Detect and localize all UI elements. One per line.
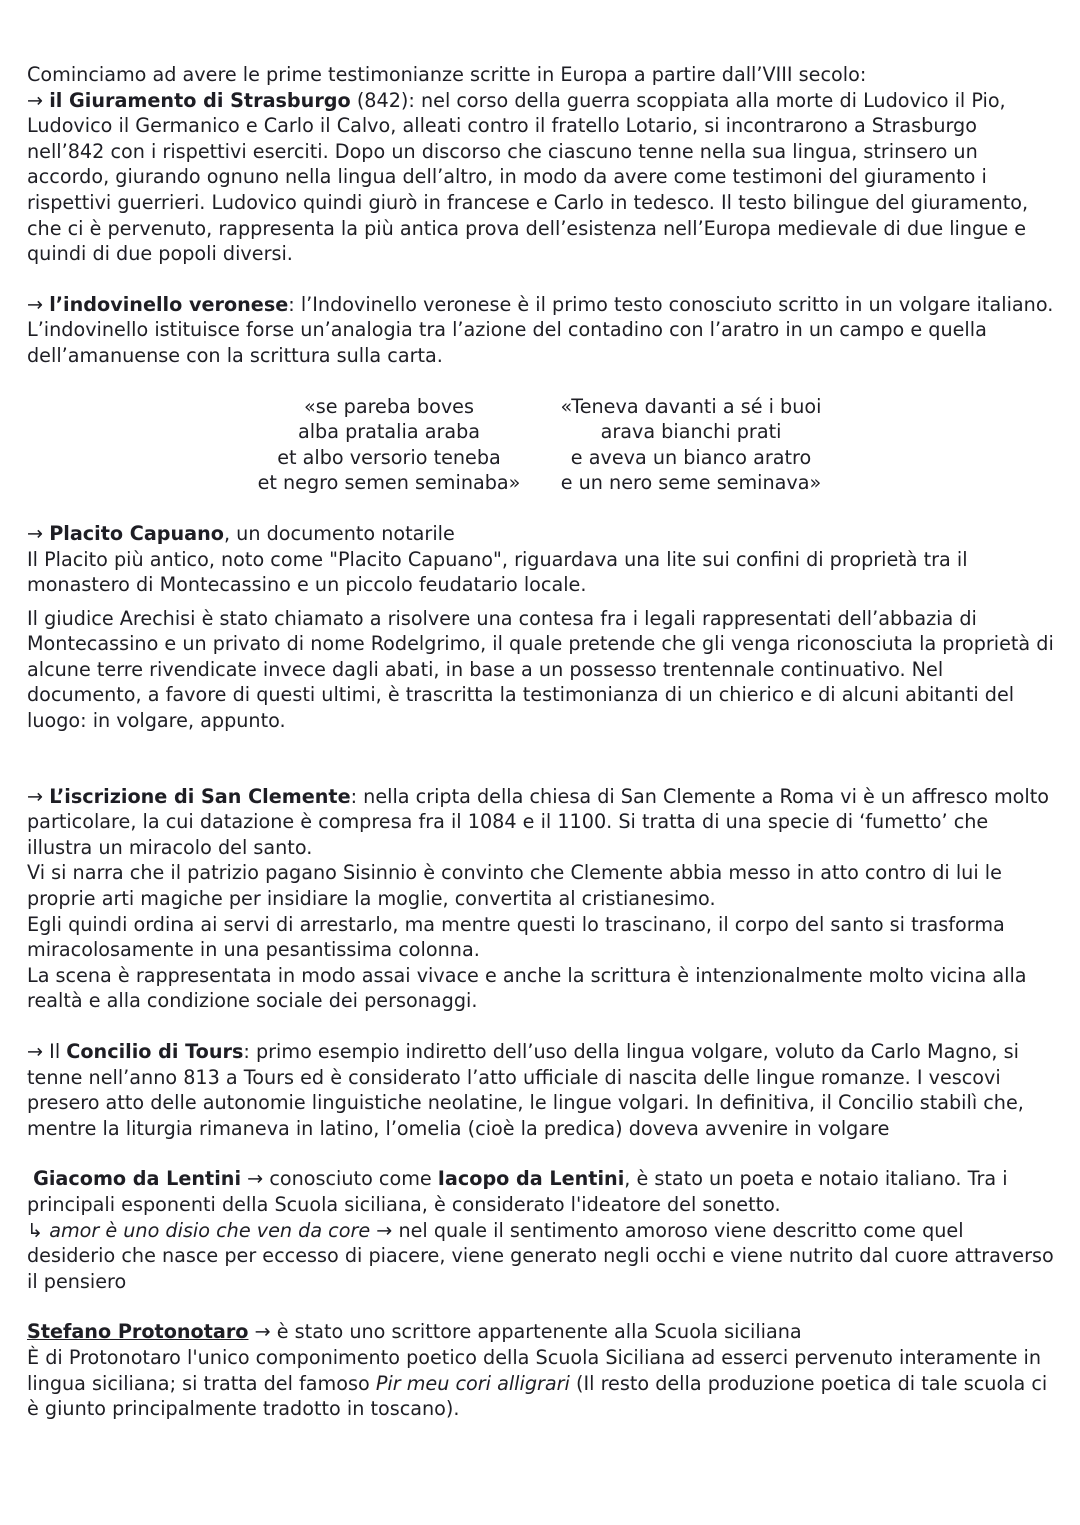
protonotaro-work: Pir meu cori alligrari [375,1371,570,1395]
protonotaro-paragraph: È di Protonotaro l'unico componimento poetico della Scuola Siciliana ad esserci pervenuto interamente in lingua siciliana; si tratta del famoso Pir meu cori alligrari (Il resto della produzione poetica di tale scuola ci è giunto principalmente tradotto in toscano). [27,1345,1048,1421]
lentini-poem-title: amor è uno disio che ven da core [49,1218,371,1242]
placito-heading: → Placito Capuano, un documento notarile [27,521,455,545]
protonotaro-heading: Stefano Protonotaro → è stato uno scrittore appartenente alla Scuola siciliana [27,1320,802,1344]
protonotaro-title: Stefano Protonotaro [27,1320,249,1344]
poem-italian: «Teneva davanti a sé i buoi arava bianchi prati e aveva un bianco aratro e un nero seme seminava» [560,394,822,495]
clemente-line-2: Vi si narra che il patrizio pagano Sisinnio è convinto che Clemente abbia messo in atto contro di lui le proprie arti magiche per insidiare la moglie, convertita al cristianesimo. [27,861,1002,911]
clemente-paragraph: → L’iscrizione di San Clemente: nella cripta della chiesa di San Clemente a Roma vi è un affresco molto particolare, la cui datazione è compresa fra il 1084 e il 1100. Si tratta di una specie di ‘fumetto’ che illustra un miracolo del santo. [27,784,1049,859]
strasburgo-arrow: → [27,88,50,112]
placito-title: Placito Capuano [49,521,224,545]
indovinello-paragraph: → l’indovinello veronese: l’Indovinello veronese è il primo testo conosciuto scritto in un volgare italiano. L’indovinello istituisce forse un’analogia tra l’azione del contadino con l’aratro in un campo e quella dell’amanuense con la scrittura sulla carta. [27,292,1054,367]
placito-paragraph-2: Il giudice Arechisi è stato chiamato a risolvere una contesa fra i legali rappresentati dell’abbazia di Montecassino e un privato di nome Rodelgrimo, il quale pretende che gli venga riconosciuta la proprietà di alcune terre rivendicate invece dagli abati, in base a un possesso trentennale continuativo. Nel documento, a favore di questi ultimi, è trascritta la testimonianza di un chierico e di alcuni abitanti del luogo: in volgare, appunto. [27,606,1054,733]
document-page [27,62,1057,1422]
poem-latin: «se pareba boves alba pratalia araba et albo versorio teneba et negro semen seminaba» [257,394,521,495]
lentini-alias: Iacopo da Lentini [437,1167,625,1191]
tours-title: Concilio di Tours [66,1040,244,1063]
indovinello-poem [27,394,1057,496]
lentini-paragraph: Giacomo da Lentini → conosciuto come Iacopo da Lentini, è stato un poeta e notaio italiano. Tra i principali esponenti della Scuola siciliana, è considerato l'ideatore del sonetto. [27,1167,1008,1216]
strasburgo-title: il Giuramento di Strasburgo [49,88,351,112]
indovinello-title: l’indovinello veronese [49,292,289,316]
lentini-title: Giacomo da Lentini [33,1167,242,1191]
lentini-subpoint: ↳ amor è uno disio che ven da core → nel quale il sentimento amoroso viene descritto come quel desiderio che nasce per eccesso di piacere, viene generato negli occhi e viene nutrito dal cuore attraverso il pensiero [27,1218,1054,1293]
clemente-title: L’iscrizione di San Clemente [49,784,351,808]
clemente-line-4: La scena è rappresentata in modo assai vivace e anche la scrittura è intenzionalmente molto vicina alla realtà e alla condizione sociale dei personaggi. [27,963,1027,1013]
intro-line: Cominciamo ad avere le prime testimonianze scritte in Europa a partire dall’VIII secolo: → il Giuramento di Strasburgo (842): nel corso della guerra scoppiata alla morte di Ludovico il Pio, Ludovico il Germanico e Carlo il Calvo, alleati contro il fratello Lotario, si incontrarono a Strasburgo nell’842 con i rispettivi eserciti. Dopo un discorso che ciascuno tenne nella sua lingua, strinsero un accordo, giurando ognuno nella lingua dell’altro, in modo da avere come testimoni del giuramento i rispettivi guerrieri. Ludovico quindi giurò in francese e Carlo in tedesco. Il testo bilingue del giuramento, che ci è pervenuto, rappresenta la più antica prova dell’esistenza nell’Europa medievale di due lingue e quindi di due popoli diversi. [27,63,1029,266]
placito-paragraph-1: Il Placito più antico, noto come "Placito Capuano", riguardava una lite sui confini di proprietà tra il monastero di Montecassino e un piccolo feudatario locale. [27,547,968,597]
tours-paragraph: → Il Concilio di Tours: primo esempio indiretto dell’uso della lingua volgare, voluto da Carlo Magno, si tenne nell’anno 813 a Tours ed è considerato l’atto ufficiale di nascita delle lingue romanze. I vescovi presero atto delle autonomie linguistiche neolatine, le lingue volgari. In definitiva, il Concilio stabilì che, mentre la liturgia rimaneva in latino, l’omelia (cioè la predica) doveva avvenire in volgare [27,1040,1024,1140]
strasburgo-text: (842): nel corso della guerra scoppiata alla morte di Ludovico il Pio, Ludovico il Germanico e Carlo il Calvo, alleati contro il fratello Lotario, si incontrarono a Strasburgo nell’842 con i rispettivi eserciti. Dopo un discorso che ciascuno tenne nella sua lingua, strinsero un accordo, giurando ognuno nella lingua dell’altro, in modo da avere come testimoni del giuramento i rispettivi guerrieri. Ludovico quindi giurò in francese e Carlo in tedesco. Il testo bilingue del giuramento, che ci è pervenuto, rappresenta la più antica prova dell’esistenza nell’Europa medievale di due lingue e quindi di due popoli diversi. [27,88,1029,266]
clemente-line-3: Egli quindi ordina ai servi di arrestarlo, ma mentre questi lo trascinano, il corpo del santo si trasforma miracolosamente in una pesantissima colonna. [27,912,1005,962]
sub-arrow-icon: ↳ [27,1218,50,1242]
